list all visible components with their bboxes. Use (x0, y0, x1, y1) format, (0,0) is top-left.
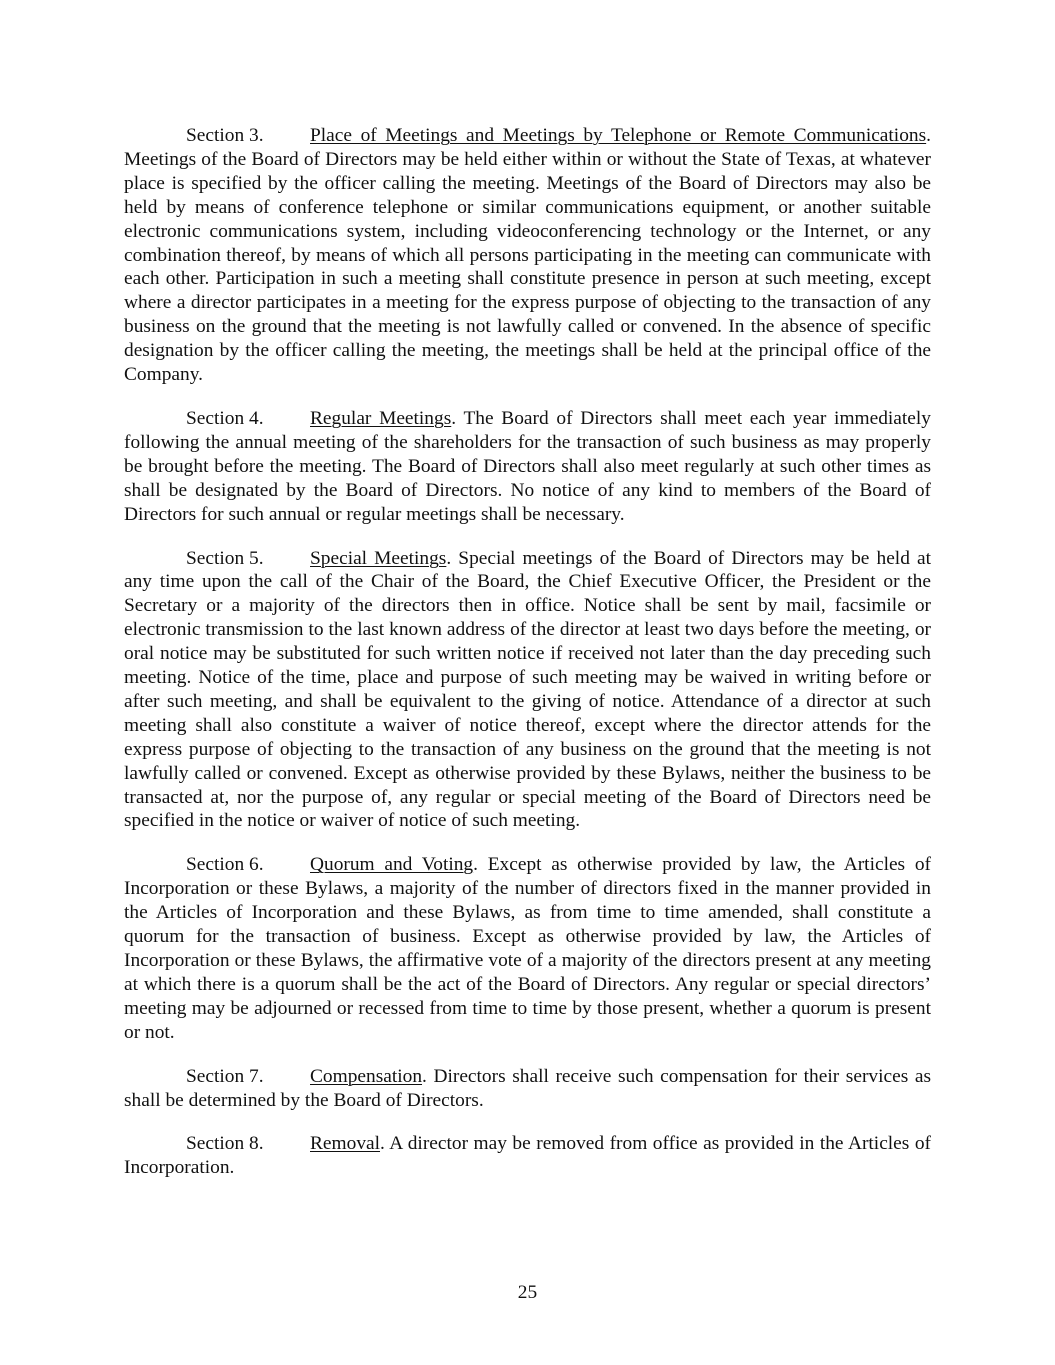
section-number: Section 4. (186, 407, 264, 429)
page-number: 25 (517, 1282, 538, 1303)
section-title: Compensation (310, 1065, 423, 1087)
section-number: Section 7. (186, 1065, 264, 1087)
section-title: Special Meetings (310, 547, 447, 569)
section-6 (124, 853, 931, 1044)
section-3 (124, 124, 931, 387)
section-number: Section 5. (186, 547, 264, 569)
section-title: Removal (310, 1133, 381, 1155)
section-body: . Except as otherwise provided by law, the Articles of Incorporation or these Bylaws, a majority of the number of directors fixed in the manner provided in the Articles of Incorporation and these Bylaws, as from time to time amended, shall constitute a quorum for the transaction of business. Except as otherwise provided by law, the Articles of Incorporation or these Bylaws, the affirmative vote of a majority of the directors present at any meeting at which there is a quorum shall be the act of the Board of Directors. Any regular or special directors’ meeting may be adjourned or recessed from time to time by those present, whether a quorum is present or not. (124, 854, 931, 1043)
section-title: Regular Meetings (310, 407, 452, 429)
section-title: Quorum and Voting (310, 854, 474, 876)
document-page (124, 124, 931, 1200)
section-title: Place of Meetings and Meetings by Telephone or Remote Communications (310, 125, 927, 146)
section-number: Section 3. (186, 125, 264, 146)
section-4 (124, 407, 931, 527)
section-5 (124, 547, 931, 834)
section-7 (124, 1065, 931, 1113)
section-number: Section 8. (186, 1133, 264, 1155)
section-body: . The Board of Directors shall meet each year immediately following the annual meeting of the shareholders for the transaction of such business as may properly be brought before the meeting. The Board of Directors shall also meet regularly at such other times as shall be designated by the Board of Directors. No notice of any kind to members of the Board of Directors for such annual or regular meetings shall be necessary. (124, 407, 931, 525)
section-body: . Special meetings of the Board of Directors may be held at any time upon the call of the Chair of the Board, the Chief Executive Officer, the President or the Secretary or a majority of the directors then in office. Notice shall be sent by mail, facsimile or electronic transmission to the last known address of the director at least two days before the meeting, or oral notice may be substituted for such written notice if received not later than the day preceding such meeting. Notice of the time, place and purpose of such meeting may be waived in writing before or after such meeting, and shall be equivalent to the giving of notice. Attendance of a director at such meeting shall also constitute a waiver of notice thereof, except where the director attends for the express purpose of objecting to the transaction of any business on the ground that the meeting is not lawfully called or convened. Except as otherwise provided by these Bylaws, neither the business to be transacted at, nor the purpose of, any regular or special meeting of the Board of Directors need be specified in the notice or waiver of notice of such meeting. (124, 547, 931, 832)
section-body: . Meetings of the Board of Directors may be held either within or without the State of Texas, at whatever place is specified by the officer calling the meeting. Meetings of the Board of Directors may also be held by means of conference telephone or similar communications equipment, or another suitable electronic communications system, including videoconferencing technology or the Internet, or any combination thereof, by means of which all persons participating in the meeting can communicate with each other. Participation in such a meeting shall constitute presence in person at such meeting, except where a director participates in a meeting for the express purpose of objecting to the transaction of any business on the ground that the meeting is not lawfully called or convened. In the absence of specific designation by the officer calling the meeting, the meetings shall be held at the principal office of the Company. (124, 125, 931, 386)
section-number: Section 6. (186, 854, 264, 876)
section-body: . Directors shall receive such compensation for their services as shall be determined by the Board of Directors. (124, 1065, 931, 1111)
section-8 (124, 1132, 931, 1180)
section-body: . A director may be removed from office as provided in the Articles of Incorporation. (124, 1133, 931, 1179)
